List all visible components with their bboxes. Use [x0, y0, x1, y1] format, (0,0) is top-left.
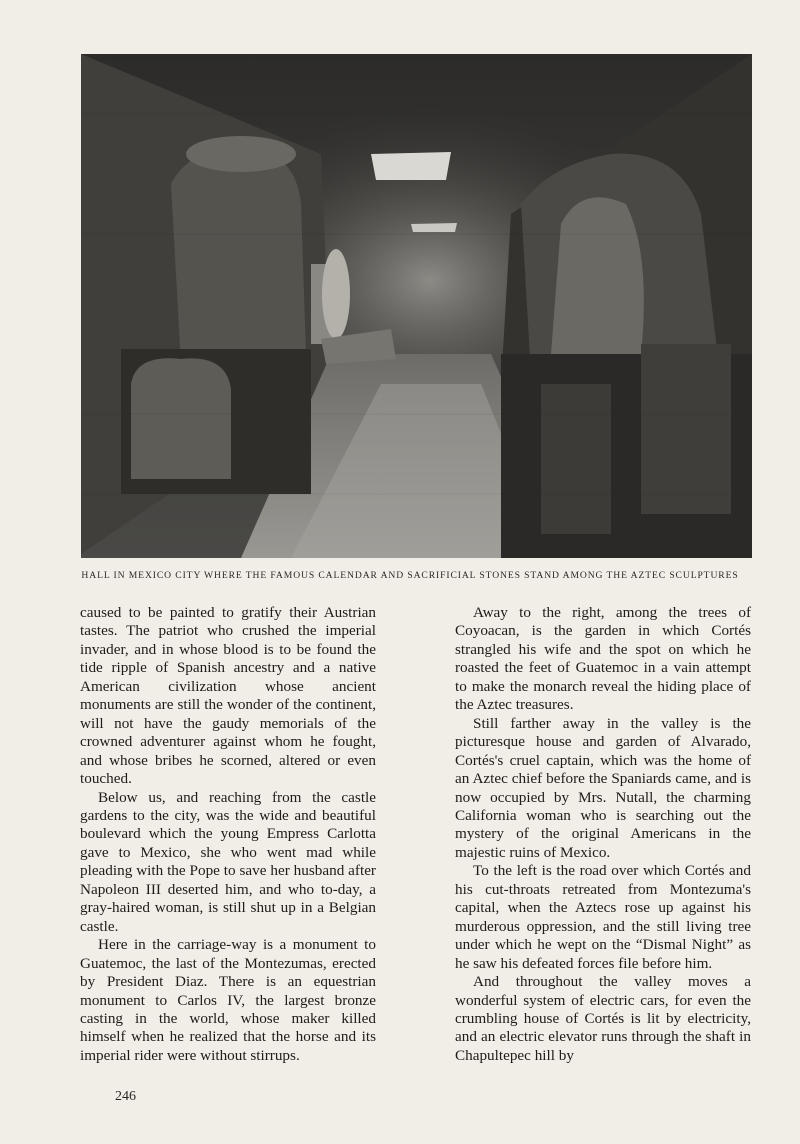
- paragraph: Below us, and reaching from the castle gardens to the city, was the wide and beautiful boulevard which the young Empress Carlotta gave to Mexico, she who went mad while pleading with the Pope to save her husband after Napoleon III deserted him, and who to-day, a gray-haired woman, is still shut up in a Belgian castle.: [80, 788, 376, 935]
- figure-caption: HALL IN MEXICO CITY WHERE THE FAMOUS CALENDAR AND SACRIFICIAL STONES STAND AMONG THE AZTEC SCULPTURES: [81, 570, 739, 581]
- text-column-left: [80, 604, 376, 1065]
- paragraph: Here in the carriage-way is a monument to Guatemoc, the last of the Montezumas, erected by President Diaz. There is an equestrian monument to Carlos IV, the largest bronze casting in the world, whose maker killed himself when he realized that the horse and its imperial rider were without stirrups.: [80, 936, 376, 1064]
- museum-hall-photo: [81, 54, 752, 558]
- page-number: 246: [115, 1089, 136, 1104]
- paragraph: To the left is the road over which Cortés and his cut-throats retreated from Montezuma's capital, when the Aztecs rose up against his murderous oppression, and the still living tree under which he wept on the “Dismal Night” as he saw his defeated forces file before him.: [455, 862, 751, 972]
- paragraph: caused to be painted to gratify their Austrian tastes. The patriot who crushed the imperial invader, and in whose blood is to be found the tide ripple of Spanish ancestry and a native American civilization whose ancient monuments are still the wonder of the continent, will not have the gaudy memorials of the crowned adventurer against whom he fought, and whose bribes he scorned, altered or even touched.: [80, 604, 376, 788]
- text-column-right: [455, 604, 751, 1065]
- paragraph: And throughout the valley moves a wonderful system of electric cars, for even the crumbling house of Cortés is lit by electricity, and an electric elevator runs through the shaft in Chapultepec hill by: [455, 973, 751, 1064]
- paragraph: Still farther away in the valley is the picturesque house and garden of Alvarado, Cortés's cruel captain, which was the home of an Aztec chief before the Spaniards came, and is now occupied by Mrs. Nutall, the charming California woman who is searching out the mystery of the original Americans in the majestic ruins of Mexico.: [455, 714, 751, 861]
- paragraph: Away to the right, among the trees of Coyoacan, is the garden in which Cortés strangled his wife and the spot on which he roasted the feet of Guatemoc in a vain attempt to make the monarch reveal the hiding place of the Aztec treasures.: [455, 604, 751, 714]
- photo-illustration: [81, 54, 752, 558]
